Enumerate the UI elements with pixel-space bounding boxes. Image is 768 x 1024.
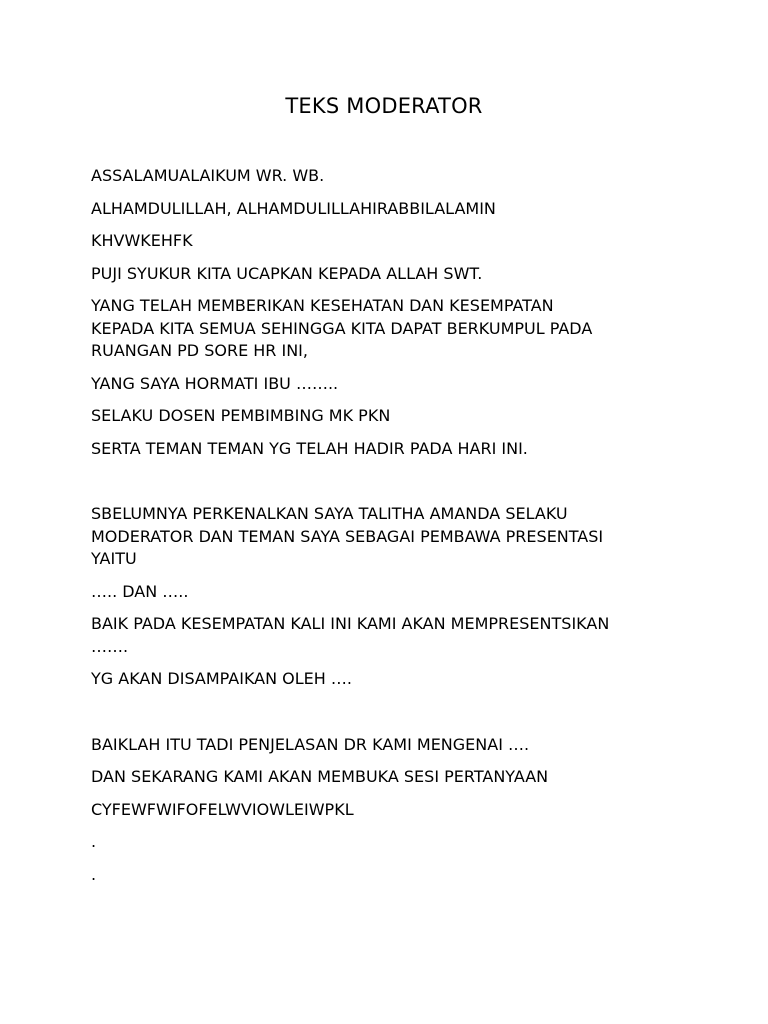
paragraph-code-2: CYFEWFWIFOFELWVIOWLEIWPKL <box>91 799 354 819</box>
paragraph-presenters: ….. DAN ….. <box>91 581 189 601</box>
paragraph-hamdalah: ALHAMDULILLAH, ALHAMDULILLAHIRABBILALAMIN <box>91 198 496 218</box>
paragraph-gratitude: PUJI SYUKUR KITA UCAPKAN KEPADA ALLAH SWT. <box>91 263 483 283</box>
paragraph-health: YANG TELAH MEMBERIKAN KESEHATAN DAN KESEMPATAN KEPADA KITA SEMUA SEHINGGA KITA DAPAT BERKUMPUL PADA RUANGAN PD SORE HR INI, <box>91 296 593 360</box>
paragraph-introduction: SBELUMNYA PERKENALKAN SAYA TALITHA AMANDA SELAKU MODERATOR DAN TEMAN SAYA SEBAGAI PEMBAWA PRESENTASI YAITU <box>91 504 604 568</box>
paragraph-respect: YANG SAYA HORMATI IBU …….. <box>91 373 339 393</box>
page-title: TEKS MODERATOR <box>285 94 483 118</box>
paragraph-attendees: SERTA TEMAN TEMAN YG TELAH HADIR PADA HARI INI. <box>91 438 528 458</box>
paragraph-topic: BAIK PADA KESEMPATAN KALI INI KAMI AKAN MEMPRESENTSIKAN ……. <box>91 614 610 656</box>
paragraph-question-session: DAN SEKARANG KAMI AKAN MEMBUKA SESI PERTANYAAN <box>91 767 549 786</box>
document-body <box>91 165 691 896</box>
paragraph-code: KHVWKEHFK <box>91 231 193 250</box>
paragraph-dot-1: . <box>91 832 97 851</box>
paragraph-closing-explanation: BAIKLAH ITU TADI PENJELASAN DR KAMI MENGENAI …. <box>91 734 530 754</box>
paragraph-delivered-by: YG AKAN DISAMPAIKAN OLEH …. <box>91 669 352 688</box>
paragraph-lecturer: SELAKU DOSEN PEMBIMBING MK PKN <box>91 406 391 425</box>
paragraph-dot-2: . <box>91 864 97 884</box>
paragraph-greeting: ASSALAMUALAIKUM WR. WB. <box>91 166 325 185</box>
